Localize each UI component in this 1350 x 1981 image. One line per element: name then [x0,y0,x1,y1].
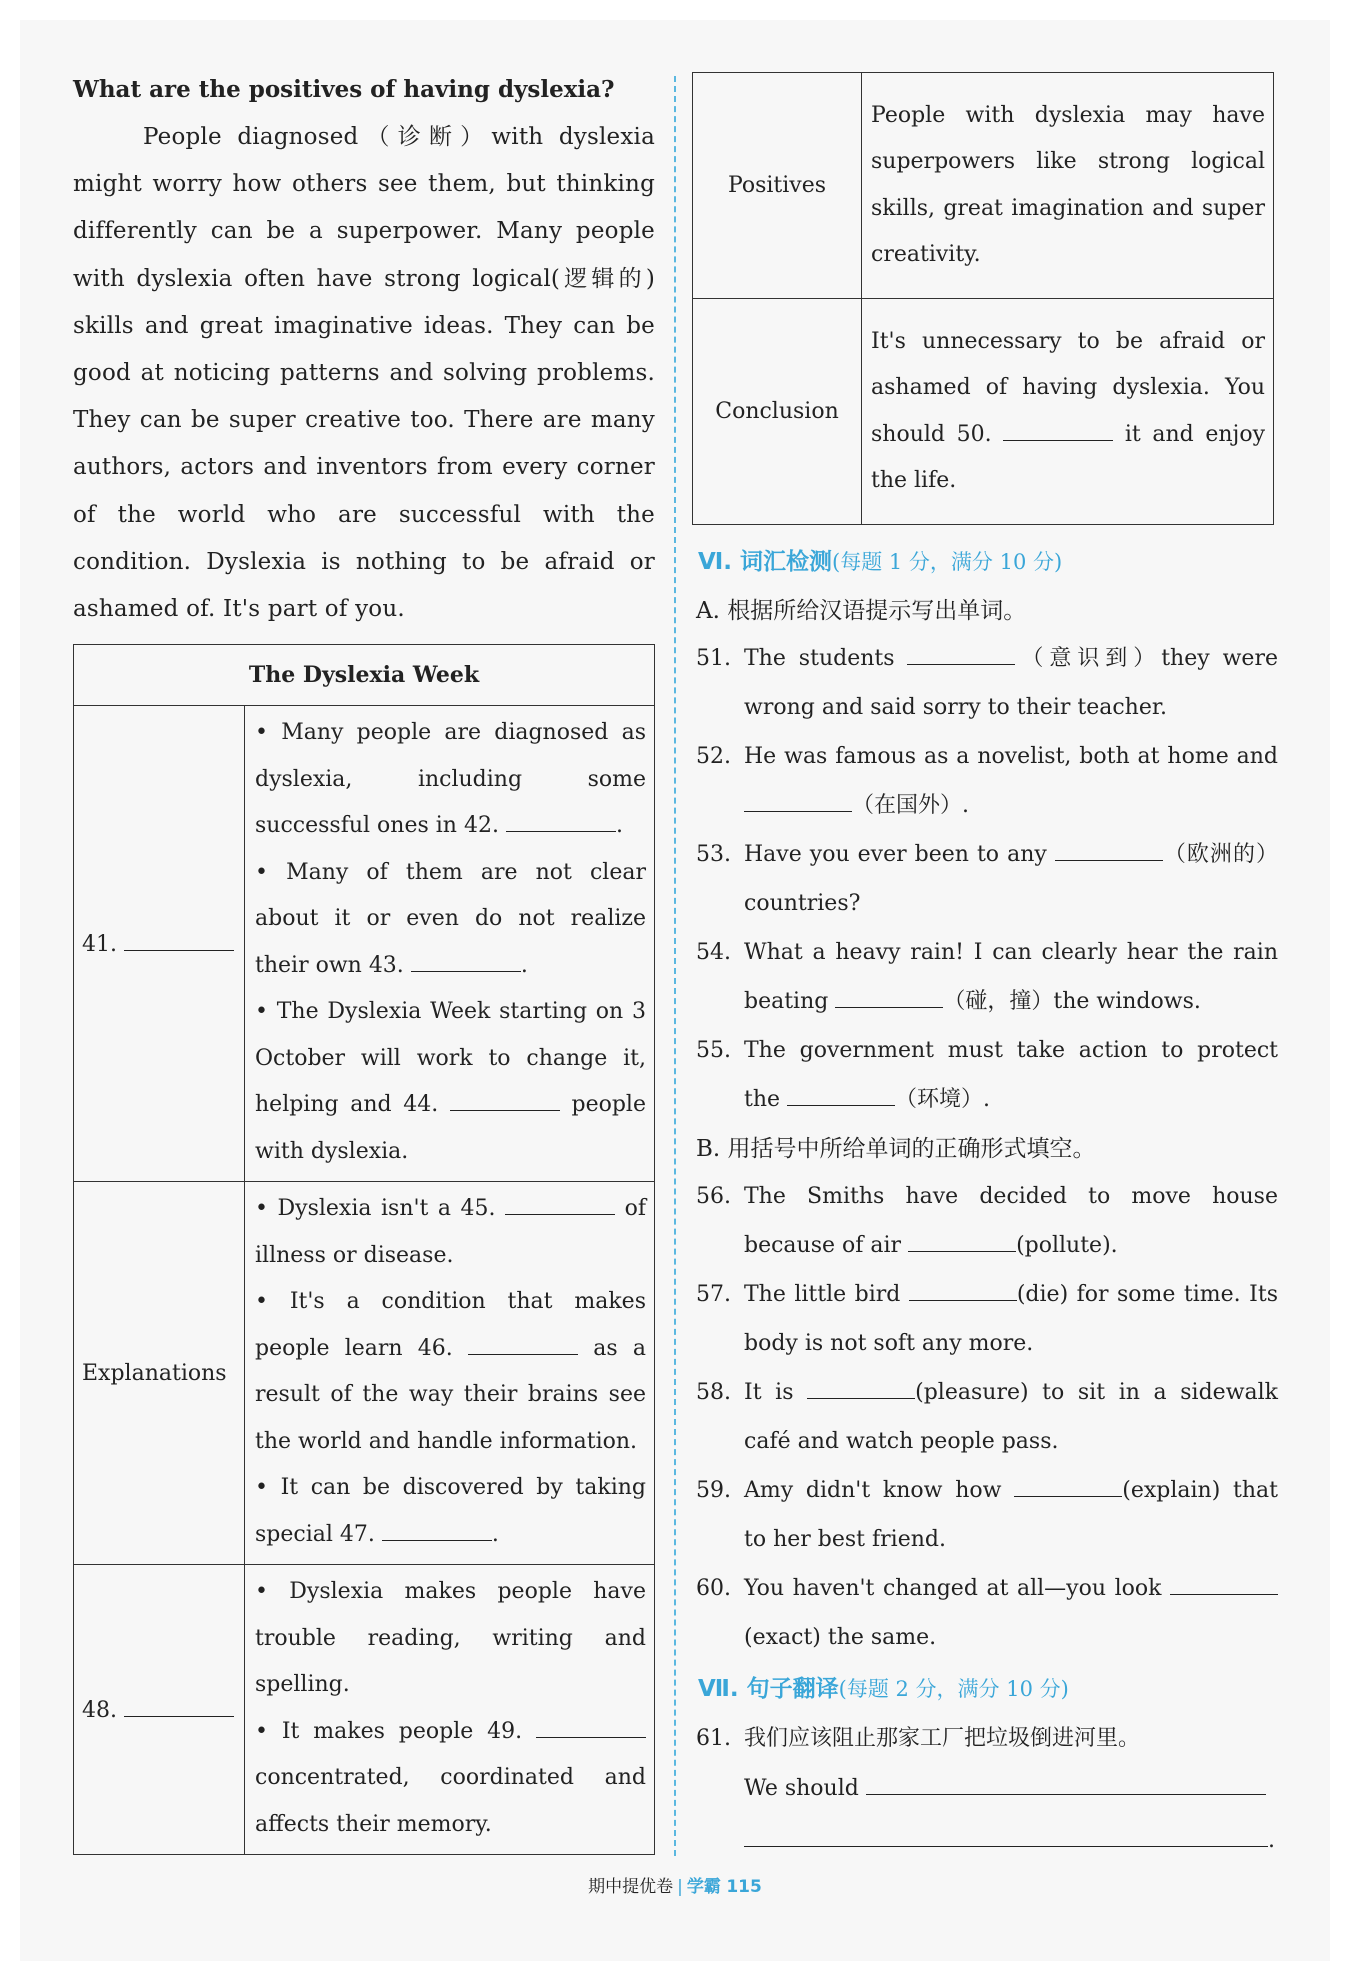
answer-blank-54[interactable] [835,987,943,1008]
page-number: 115 [726,1877,762,1897]
passage-text: People diagnosed（诊断）with dyslexia might worry how others see them, but thinking differently can be a superpower. Many people with dyslexia often have strong logical(逻辑的) skills and great imaginative ideas. They can be good at noticing patterns and solving problems. They can be super creative too. There are many authors, actors and inventors from every corner of the world who are successful with the condition. Dyslexia is nothing to be afraid or ashamed of. It's part of you. [73,124,655,623]
question-56: 56. The Smiths have decided to move house because of air (pollute). [696,1184,1278,1258]
question-61-answer-line-2: . [696,1815,1278,1867]
row-content-1: • Many people are diagnosed as dyslexia, including some successful ones in 42. . • Many of them are not clear about it or even do not realize their own 43. . • The Dyslexia Week starting on 3 October will work to change it, helping and 44. people with dyslexia. [245,706,655,1182]
positives-conclusion-table [692,72,1274,525]
answer-blank-56[interactable] [908,1231,1016,1252]
question-61-answer-line: We should [696,1763,1278,1815]
answer-blank-60[interactable] [1170,1574,1278,1595]
question-55: 55. The government must take action to protect the （环境）. [696,1038,1278,1112]
question-58: 58. It is (pleasure) to sit in a sidewalk café and watch people pass. [696,1380,1279,1454]
answer-blank-48[interactable] [124,1696,234,1717]
answer-blank-41[interactable] [124,930,234,951]
answer-blank-45[interactable] [505,1194,615,1215]
part-b-instruction: B. 用括号中所给单词的正确形式填空。 [696,1136,1096,1162]
answer-blank-51[interactable] [907,644,1015,665]
answer-blank-55[interactable] [787,1085,895,1106]
answer-blank-53[interactable] [1055,840,1163,861]
section-7-heading: Ⅶ. 句子翻译(每题 2 分，满分 10 分) [698,1676,1069,1702]
page-footer: 期中提优卷 | 学霸 115 [588,1877,762,1897]
question-51: 51. The students （意识到）they were wrong and said sorry to their teacher. [696,646,1278,720]
answer-blank-44[interactable] [450,1090,560,1111]
conclusion-label: Conclusion [693,299,862,525]
answer-line-61b[interactable] [744,1826,1268,1847]
row-label-41: 41. [74,706,245,1182]
question-57: 57. The little bird (die) for some time. Its body is not soft any more. [696,1282,1278,1356]
answer-blank-46[interactable] [468,1334,578,1355]
dyslexia-week-table [73,644,655,1855]
answer-blank-42[interactable] [506,811,616,832]
answer-blank-52[interactable] [744,791,852,812]
answer-blank-49[interactable] [536,1717,646,1738]
footer-brand: 学霸 [686,1877,721,1897]
section-6-heading: Ⅵ. 词汇检测(每题 1 分，满分 10 分) [698,549,1063,575]
row-content-2: • Dyslexia isn't a 45. of illness or disease. • It's a condition that makes people learn 46. as a result of the way their brains see the world and handle information. • It can be discovered by taking special 47. . [245,1182,655,1565]
answer-blank-57[interactable] [909,1280,1017,1301]
column-divider [674,76,676,1856]
answer-blank-50[interactable] [1003,420,1113,441]
question-61: 61. 我们应该阻止那家工厂把垃圾倒进河里。 [696,1726,1141,1751]
question-54: 54. What a heavy rain! I can clearly hear the rain beating （碰，撞）the windows. [696,940,1278,1014]
question-53: 53. Have you ever been to any （欧洲的）countries? [696,842,1278,916]
positives-text: People with dyslexia may have superpowers like strong logical skills, great imagination and super creativity. [862,73,1274,299]
question-59: 59. Amy didn't know how (explain) that to her best friend. [696,1478,1278,1552]
footer-book-title: 期中提优卷 [588,1877,674,1897]
row-label-48: 48. [74,1565,245,1855]
row-label-explanations: Explanations [74,1182,245,1565]
answer-blank-59[interactable] [1014,1476,1122,1497]
vocab-items-b [696,1172,1278,1662]
table-header: The Dyslexia Week [74,645,655,706]
question-60: 60. You haven't changed at all—you look (exact) the same. [696,1564,1278,1662]
answer-blank-43[interactable] [411,951,521,972]
part-a-instruction: A. 根据所给汉语提示写出单词。 [696,598,1027,624]
answer-line-61a[interactable] [866,1774,1266,1795]
question-52: 52. He was famous as a novelist, both at home and （在国外）. [696,744,1278,818]
conclusion-text: It's unnecessary to be afraid or ashamed of having dyslexia. You should 50. it and enjoy the life. [862,299,1274,525]
row-content-3: • Dyslexia makes people have trouble reading, writing and spelling. • It makes people 49. concentrated, coordinated and affects their memory. [245,1565,655,1855]
positives-label: Positives [693,73,862,299]
passage-title: What are the positives of having dyslexia? [73,76,615,103]
reading-passage [73,72,655,633]
answer-blank-47[interactable] [382,1520,492,1541]
answer-blank-58[interactable] [807,1378,915,1399]
vocab-items-a [696,634,1278,1124]
translation-item-61 [696,1714,1278,1867]
